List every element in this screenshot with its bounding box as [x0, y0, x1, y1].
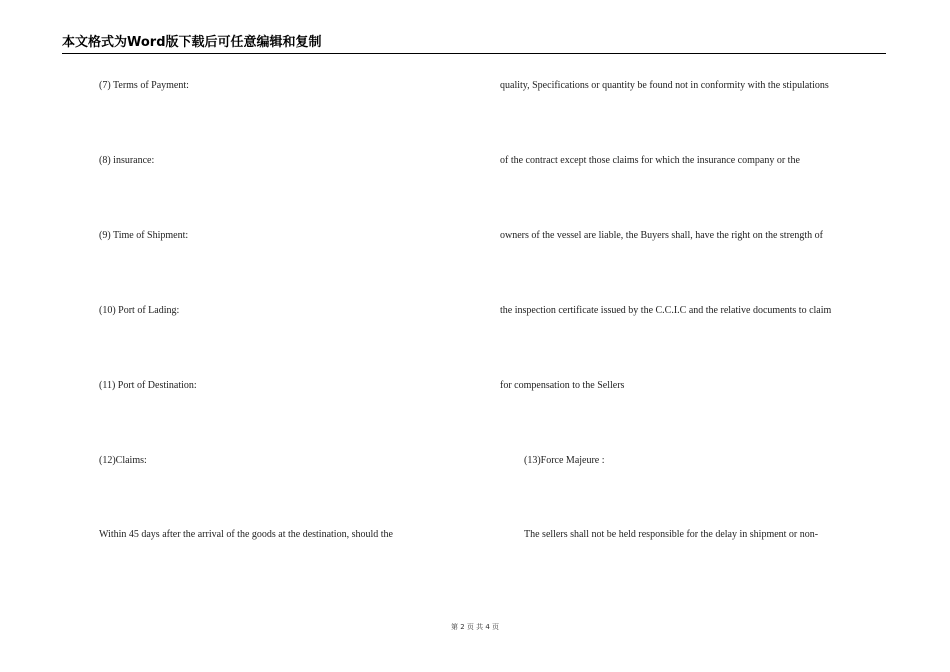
right-line-4: the inspection certificate issued by the C.C.I.C and the relative documents to claim	[500, 305, 832, 316]
page-header	[62, 33, 886, 54]
right-line-force-majeure-body: The sellers shall not be held responsible for the delay in shipment or non-	[524, 529, 819, 540]
right-line-1: quality, Specifications or quantity be found not in conformity with the stipulations	[500, 80, 829, 91]
right-line-3: owners of the vessel are liable, the Buyers shall, have the right on the strength of	[500, 230, 823, 241]
left-line-terms-of-payment: (7) Terms of Payment:	[99, 80, 189, 91]
left-line-claims-body: Within 45 days after the arrival of the goods at the destination, should the	[99, 529, 393, 540]
right-line-5: for compensation to the Sellers	[500, 380, 625, 391]
header-title: 本文格式为Word版下载后可任意编辑和复制	[62, 35, 322, 50]
right-line-2: of the contract except those claims for which the insurance company or the	[500, 155, 800, 166]
left-line-port-of-lading: (10) Port of Lading:	[99, 305, 180, 316]
right-line-force-majeure: (13)Force Majeure :	[524, 455, 605, 466]
page-number: 第 2 页 共 4 页	[450, 623, 500, 631]
left-line-claims: (12)Claims:	[99, 455, 147, 466]
left-line-port-of-destination: (11) Port of Destination:	[99, 380, 197, 391]
left-line-insurance: (8) insurance:	[99, 155, 155, 166]
left-line-time-of-shipment: (9) Time of Shipment:	[99, 230, 189, 241]
